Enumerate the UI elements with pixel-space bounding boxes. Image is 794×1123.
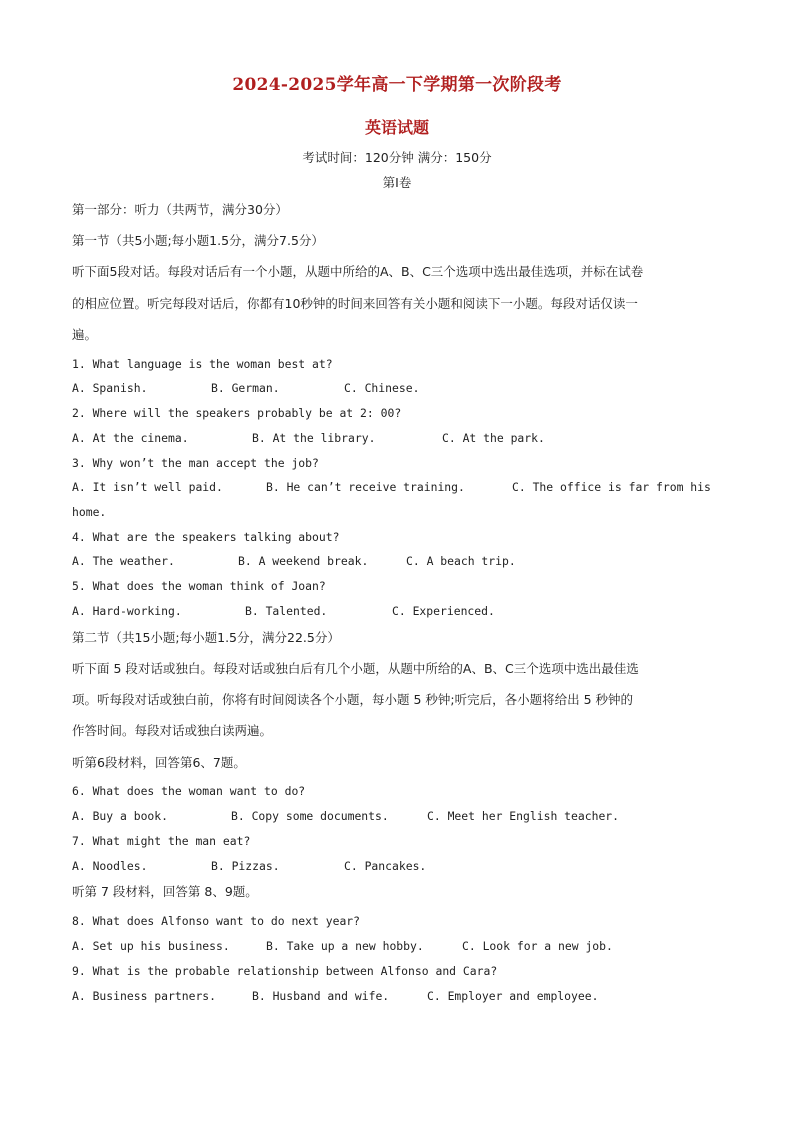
- question-8-stem: 8. What does Alfonso want to do next year?: [72, 914, 361, 928]
- part1-heading: 第一部分：听力（共两节，满分30分）: [72, 202, 288, 217]
- section2-instructions-line2: 项。听每段对话或独白前，你将有时间阅读各个小题，每小题 5 秒钟;听完后，各小题将给出 5 秒钟的: [72, 692, 634, 707]
- section1-instructions-line3: 遍。: [72, 327, 98, 342]
- option-b: B. A weekend break.: [238, 554, 369, 568]
- exam-title: 2024-2025学年高一下学期第一次阶段考: [232, 75, 562, 95]
- option-a: A. Set up his business.: [72, 939, 230, 953]
- volume-label: 第Ⅰ卷: [382, 175, 412, 190]
- option-a: A. Buy a book.: [72, 809, 169, 823]
- exam-info: 考试时间：120分钟 满分：150分: [302, 150, 492, 165]
- material-7-heading: 听第 7 段材料，回答第 8、9题。: [72, 884, 258, 899]
- option-b: B. He can’t receive training.: [266, 480, 465, 494]
- section2-instructions-line1: 听下面 5 段对话或独白。每段对话或独白后有几个小题，从题中所给的A、B、C三个选项中选出最佳选: [72, 661, 639, 676]
- option-a: A. Business partners.: [72, 989, 217, 1003]
- option-c: C. At the park.: [442, 431, 545, 445]
- question-9-stem: 9. What is the probable relationship between Alfonso and Cara?: [72, 964, 498, 978]
- question-6-stem: 6. What does the woman want to do?: [72, 784, 306, 798]
- question-3-option-c-continued: home.: [72, 505, 107, 519]
- option-b: B. Talented.: [245, 604, 328, 618]
- option-b: B. Pizzas.: [211, 859, 280, 873]
- question-5-stem: 5. What does the woman think of Joan?: [72, 579, 326, 593]
- option-c: C. Chinese.: [344, 381, 420, 395]
- section1-heading: 第一节（共5小题;每小题1.5分，满分7.5分）: [72, 233, 324, 248]
- section2-instructions-line3: 作答时间。每段对话或独白读两遍。: [72, 723, 273, 738]
- question-7-stem: 7. What might the man eat?: [72, 834, 251, 848]
- option-c: C. Experienced.: [392, 604, 495, 618]
- exam-subtitle: 英语试题: [364, 118, 429, 137]
- section2-heading: 第二节（共15小题;每小题1.5分，满分22.5分）: [72, 630, 340, 645]
- section1-instructions-line2: 的相应位置。听完每段对话后，你都有10秒钟的时间来回答有关小题和阅读下一小题。每段对话仅读一: [72, 296, 638, 311]
- option-b: B. Husband and wife.: [252, 989, 390, 1003]
- option-c: C. A beach trip.: [406, 554, 516, 568]
- question-4-stem: 4. What are the speakers talking about?: [72, 530, 340, 544]
- option-a: A. At the cinema.: [72, 431, 189, 445]
- question-3-stem: 3. Why won’t the man accept the job?: [72, 456, 319, 470]
- option-b: B. Take up a new hobby.: [266, 939, 424, 953]
- option-c: C. Look for a new job.: [462, 939, 613, 953]
- section1-instructions-line1: 听下面5段对话。每段对话后有一个小题，从题中所给的A、B、C三个选项中选出最佳选项，并标在试卷: [72, 264, 644, 279]
- option-a: A. It isn’t well paid.: [72, 480, 223, 494]
- option-a: A. Noodles.: [72, 859, 148, 873]
- option-b: B. At the library.: [252, 431, 376, 445]
- option-b: B. German.: [211, 381, 280, 395]
- option-a: A. Spanish.: [72, 381, 148, 395]
- option-c: C. Meet her English teacher.: [427, 809, 620, 823]
- option-b: B. Copy some documents.: [231, 809, 389, 823]
- material-6-heading: 听第6段材料，回答第6、7题。: [72, 755, 246, 770]
- option-c: C. Pancakes.: [344, 859, 427, 873]
- question-1-stem: 1. What language is the woman best at?: [72, 357, 333, 371]
- option-a: A. Hard-working.: [72, 604, 182, 618]
- option-c: C. The office is far from his: [512, 480, 711, 494]
- option-c: C. Employer and employee.: [427, 989, 599, 1003]
- question-2-stem: 2. Where will the speakers probably be at 2: 00?: [72, 406, 402, 420]
- option-a: A. The weather.: [72, 554, 175, 568]
